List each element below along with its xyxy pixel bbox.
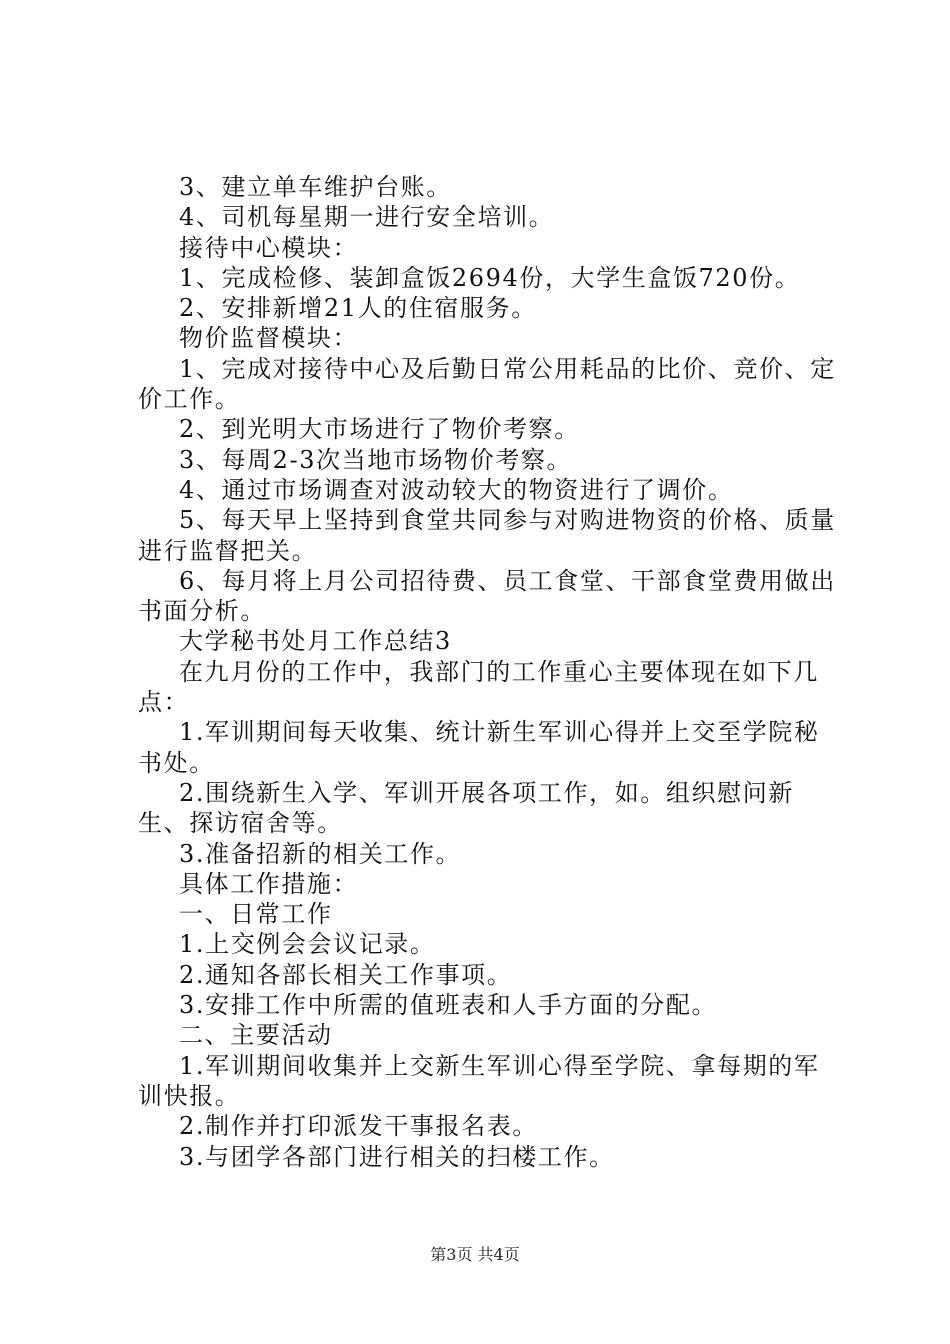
document-body <box>138 172 838 1172</box>
paragraph: 3、每周2-3次当地市场物价考察。 <box>179 445 573 474</box>
section-heading: 物价监督模块： <box>179 324 359 353</box>
paragraph: 3.与团学各部门进行相关的扫楼工作。 <box>179 1142 615 1171</box>
paragraph: 1、完成对接待中心及后勤日常公用耗品的比价、竞价、定价工作。 <box>138 354 836 414</box>
paragraph: 1.军训期间每天收集、统计新生军训心得并上交至学院秘书处。 <box>138 718 820 777</box>
paragraph: 2、到光明大市场进行了物价考察。 <box>179 415 580 444</box>
paragraph: 2、安排新增21人的住宿服务。 <box>179 294 537 323</box>
section-heading: 二、主要活动 <box>179 1021 333 1050</box>
page-number-footer: 第3页 共4页 <box>430 1245 520 1264</box>
paragraph: 3、建立单车维护台账。 <box>179 173 452 201</box>
paragraph: 5、每天早上坚持到食堂共同参与对购进物资的价格、质量进行监督把关。 <box>138 506 836 565</box>
paragraph: 6、每月将上月公司招待费、员工食堂、干部食堂费用做出书面分析。 <box>138 566 836 626</box>
paragraph: 4、通过市场调查对波动较大的物资进行了调价。 <box>179 475 734 504</box>
section-heading: 接待中心模块： <box>179 233 359 262</box>
paragraph: 2.通知各部长相关工作事项。 <box>179 960 513 989</box>
paragraph: 4、司机每星期一进行安全培训。 <box>179 203 555 232</box>
section-heading: 具体工作措施： <box>179 869 359 898</box>
paragraph: 1.军训期间收集并上交新生军训心得至学院、拿每期的军训快报。 <box>138 1051 820 1110</box>
paragraph: 2.围绕新生入学、军训开展各项工作，如。组织慰问新生、探访宿舍等。 <box>138 778 794 838</box>
paragraph: 1、完成检修、装卸盒饭2694份，大学生盒饭720份。 <box>179 263 801 292</box>
paragraph: 在九月份的工作中，我部门的工作重心主要体现在如下几点： <box>138 657 819 717</box>
paragraph: 1.上交例会会议记录。 <box>179 930 436 959</box>
paragraph: 3.安排工作中所需的值班表和人手方面的分配。 <box>179 991 718 1020</box>
document-title: 大学秘书处月工作总结3 <box>179 627 452 656</box>
section-heading: 一、日常工作 <box>179 900 333 929</box>
paragraph: 3.准备招新的相关工作。 <box>179 839 462 868</box>
paragraph: 2.制作并打印派发干事报名表。 <box>179 1112 538 1141</box>
